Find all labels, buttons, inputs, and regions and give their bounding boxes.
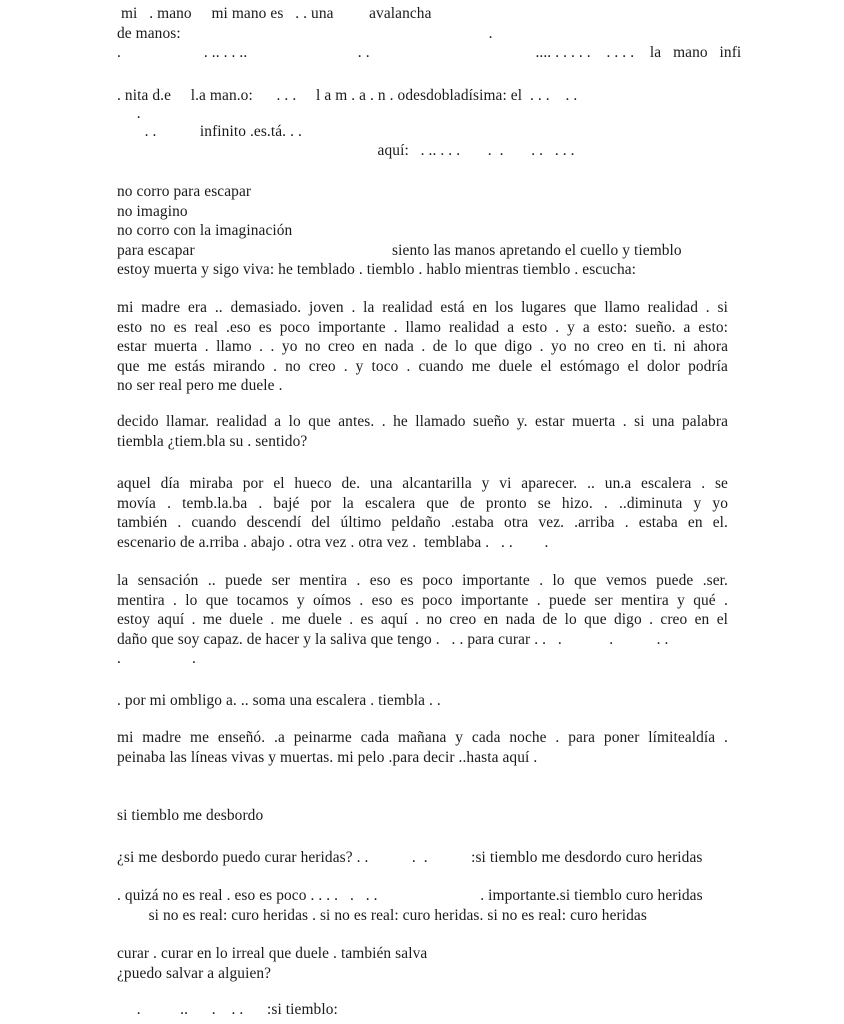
poem-block-4 [117, 141, 728, 161]
poem-block-7 [117, 412, 728, 451]
poem-line: mentira . lo que tocamos y oímos . eso es poco importante . puede ser mentira y qué . [117, 591, 728, 609]
poem-line: si no es real: curo heridas . si no es real: curo heridas. si no es real: curo heridas [117, 906, 647, 924]
poem-block-14 [117, 886, 728, 925]
poem-block-0 [117, 4, 742, 63]
poem-line: . quizá no es real . eso es poco . . . . . . . . importante.si tiemblo curo heridas [117, 887, 703, 904]
poem-block-5 [117, 182, 728, 280]
poem-line: si tiemblo me desbordo [117, 807, 264, 824]
poem-line: no corro para escapar [117, 183, 252, 200]
poem-block-6 [117, 298, 728, 396]
poem-line: curar . curar en lo irreal que duele . también salva [117, 945, 428, 962]
poem-block-10 [117, 691, 728, 711]
poem-line: . . .. . . .. . . .... . . . . . . . . . la mano infi [117, 44, 742, 62]
poem-block-2 [117, 104, 728, 124]
poem-line: . nita d.e l.a man.o: . . . l a m . a . n . odesdobladísima: el . . . . . [117, 87, 578, 104]
poem-block-12 [117, 806, 728, 826]
poem-line: peinaba las líneas vivas y muertas. mi pelo .para decir ..hasta aquí . [117, 748, 538, 766]
poem-line: no corro con la imaginación [117, 222, 293, 240]
poem-block-1 [117, 86, 728, 106]
poem-line: también . cuando descendí del último peldaño .estaba otra vez. .arriba . estaba en el. [117, 514, 728, 532]
poem-line: no imagino [117, 202, 188, 220]
poem-block-16 [117, 1000, 728, 1020]
poem-line: decido llamar. realidad a lo que antes. . he llamado sueño y. estar muerta . si una palabra [117, 413, 728, 430]
poem-line: aquel día miraba por el hueco de. una alcantarilla y vi aparecer. .. un.a escalera . se [117, 475, 728, 492]
poem-line: no ser real pero me duele . [117, 377, 283, 395]
poem-line: estoy aquí . me duele . me duele . es aquí . no creo en nada de lo que digo . creo en el [117, 611, 728, 629]
poem-line: ¿puedo salvar a alguien? [117, 964, 272, 982]
poem-line: . .. . . . :si tiemblo: [117, 1001, 338, 1018]
poem-line: . . infinito .es.tá. . . [117, 123, 302, 140]
poem-block-9 [117, 571, 728, 669]
poem-line: que me estás mirando . no creo . y toco . cuando me duele el estómago el dolor podría [117, 357, 728, 375]
poem-line: tiembla ¿tiem.bla su . sentido? [117, 432, 308, 450]
poem-line: esto no es real .eso es poco importante . llamo realidad a esto . y a esto: sueño. a esto: [117, 318, 728, 336]
poem-line: . por mi ombligo a. .. soma una escalera . tiembla . . [117, 692, 441, 709]
poem-line: movía . temb.la.ba . bajé por la escalera que de pronto se hizo. . ..diminuta y yo [117, 494, 728, 512]
poem-block-3 [117, 122, 728, 142]
poem-line: . [117, 105, 141, 122]
poem-line: estoy muerta y sigo viva: he temblado . tiemblo . hablo mientras tiemblo . escucha: [117, 261, 637, 279]
poem-line: aquí: . .. . . . . . . . . . . [117, 142, 575, 159]
poem-block-13 [117, 848, 728, 868]
poem-line: de manos: . [117, 24, 493, 42]
poem-line: mi . mano mi mano es . . una avalancha [117, 5, 432, 22]
poem-block-15 [117, 944, 728, 983]
poem-line: ¿si me desbordo puedo curar heridas? . . . . :si tiemblo me desdordo curo heridas [117, 849, 703, 866]
poem-line: estar muerta . llamo . . yo no creo en nada . de lo que digo . yo no creo en ti. ni ahora [117, 338, 728, 356]
poem-line: mi madre me enseñó. .a peinarme cada mañana y cada noche . para poner límitealdía . [117, 729, 728, 746]
poem-line: daño que soy capaz. de hacer y la saliva que tengo . . . para curar . . . . . . [117, 630, 669, 648]
poem-line: para escapar siento las manos apretando el cuello y tiemblo [117, 241, 682, 259]
poem-line: mi madre era .. demasiado. joven . la realidad está en los lugares que llamo realidad . si [117, 299, 728, 316]
poem-line: escenario de a.rriba . abajo . otra vez . otra vez . temblaba . . . . [117, 533, 549, 551]
poem-line: la sensación .. puede ser mentira . eso es poco importante . lo que vemos puede .ser. [117, 572, 728, 589]
poem-line: . . [117, 650, 196, 668]
poem-block-11 [117, 728, 728, 767]
poem-block-8 [117, 474, 728, 552]
